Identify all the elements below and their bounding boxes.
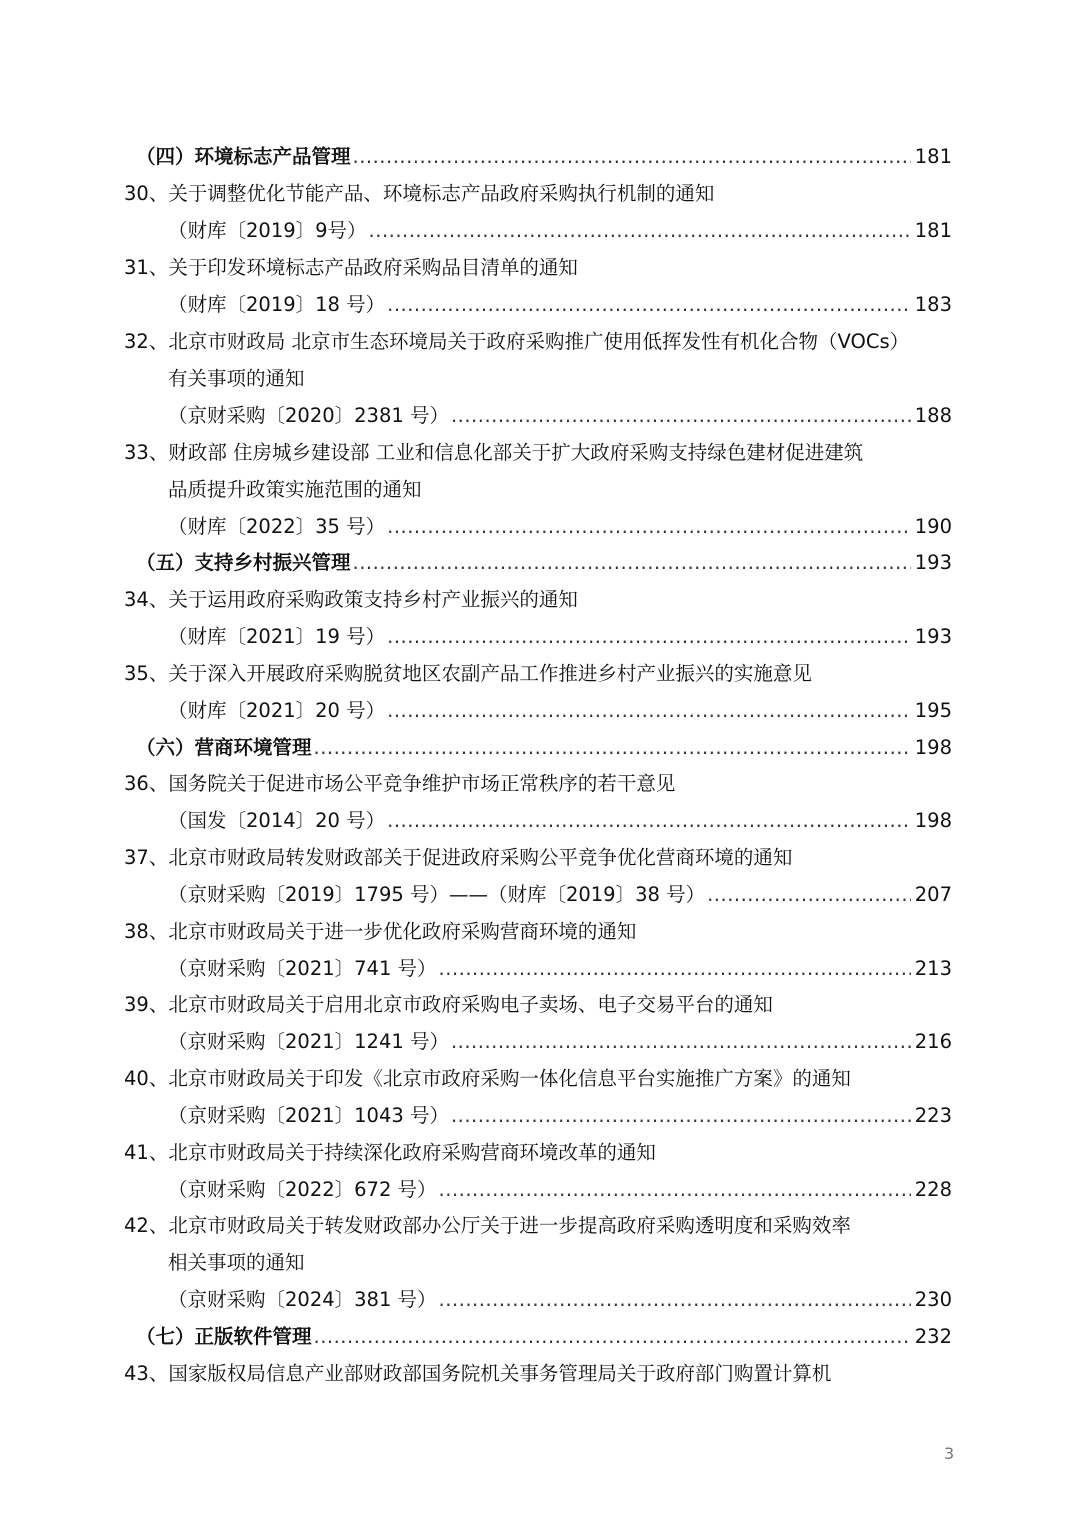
- toc-item-42-title-cont[interactable]: [168, 1248, 952, 1278]
- toc-item-title: 38、北京市财政局关于进一步优化政府采购营商环境的通知: [124, 920, 637, 943]
- toc-section-title: （五）支持乡村振兴管理: [136, 551, 351, 574]
- toc-doc-number: （财库〔2022〕35 号）: [168, 515, 386, 538]
- toc-item-title: 42、北京市财政局关于转发财政部办公厅关于进一步提高政府采购透明度和采购效率: [124, 1214, 851, 1237]
- toc-item-33-title-cont[interactable]: [168, 475, 952, 505]
- dot-leader: [387, 512, 911, 542]
- toc-item-35-title[interactable]: [124, 659, 952, 689]
- toc-page-number: 190: [914, 515, 952, 538]
- toc-item-34-doc[interactable]: [168, 622, 952, 652]
- toc-page-number: 213: [914, 957, 952, 980]
- toc-section-5[interactable]: [136, 548, 952, 578]
- toc-doc-number: （京财采购〔2019〕1795 号）——（财库〔2019〕38 号）: [168, 883, 706, 906]
- toc-item-title: 36、国务院关于促进市场公平竞争维护市场正常秩序的若干意见: [124, 772, 676, 795]
- toc-item-title-continued: 有关事项的通知: [168, 367, 305, 390]
- toc-item-41-doc[interactable]: [168, 1175, 952, 1205]
- toc-doc-number: （国发〔2014〕20 号）: [168, 809, 386, 832]
- toc-section-4[interactable]: [136, 142, 952, 172]
- toc-page-number: 195: [914, 699, 952, 722]
- toc-page-number: 223: [914, 1104, 952, 1127]
- dot-leader: [387, 696, 911, 726]
- toc-doc-number: （京财采购〔2021〕741 号）: [168, 957, 437, 980]
- dot-leader: [439, 1175, 911, 1205]
- toc-item-32-title[interactable]: [124, 327, 952, 357]
- toc-doc-number: （财库〔2019〕9号）: [168, 219, 367, 242]
- toc-doc-number: （京财采购〔2021〕1043 号）: [168, 1104, 449, 1127]
- toc-section-title: （四）环境标志产品管理: [136, 145, 351, 168]
- toc-item-31-doc[interactable]: [168, 290, 952, 320]
- toc-item-34-title[interactable]: [124, 585, 952, 615]
- toc-item-31-title[interactable]: [124, 253, 952, 283]
- toc-page-number: 228: [914, 1178, 952, 1201]
- toc-item-40-title[interactable]: [124, 1064, 952, 1094]
- toc-item-30-title[interactable]: [124, 179, 952, 209]
- toc-item-title: 41、北京市财政局关于持续深化政府采购营商环境改革的通知: [124, 1141, 656, 1164]
- page-number: 3: [944, 1444, 955, 1463]
- toc-item-title: 39、北京市财政局关于启用北京市政府采购电子卖场、电子交易平台的通知: [124, 993, 773, 1016]
- toc-page-number: 181: [914, 145, 952, 168]
- toc-page-number: 232: [914, 1325, 952, 1348]
- toc-item-38-title[interactable]: [124, 917, 952, 947]
- toc-item-42-doc[interactable]: [168, 1285, 952, 1315]
- dot-leader: [369, 216, 911, 246]
- toc-item-42-title[interactable]: [124, 1211, 952, 1241]
- toc-page-number: 198: [914, 809, 952, 832]
- toc-item-32-title-cont[interactable]: [168, 364, 952, 394]
- toc-item-title: 30、关于调整优化节能产品、环境标志产品政府采购执行机制的通知: [124, 182, 715, 205]
- dot-leader: [451, 401, 911, 431]
- toc-doc-number: （财库〔2019〕18 号）: [168, 293, 386, 316]
- toc-page-number: 188: [914, 404, 952, 427]
- toc-doc-number: （财库〔2021〕19 号）: [168, 625, 386, 648]
- toc-page-number: 193: [914, 625, 952, 648]
- toc-page-number: 193: [914, 551, 952, 574]
- toc-section-title: （七）正版软件管理: [136, 1325, 312, 1348]
- toc-item-32-doc[interactable]: [168, 401, 952, 431]
- toc-item-title: 43、国家版权局信息产业部财政部国务院机关事务管理局关于政府部门购置计算机: [124, 1362, 832, 1385]
- toc-item-title: 35、关于深入开展政府采购脱贫地区农副产品工作推进乡村产业振兴的实施意见: [124, 662, 812, 685]
- toc-item-title: 37、北京市财政局转发财政部关于促进政府采购公平竞争优化营商环境的通知: [124, 846, 793, 869]
- toc-item-title: 32、北京市财政局 北京市生态环境局关于政府采购推广使用低挥发性有机化合物（VOCs）: [124, 330, 910, 353]
- dot-leader: [353, 548, 911, 578]
- toc-item-39-doc[interactable]: [168, 1027, 952, 1057]
- toc-doc-number: （财库〔2021〕20 号）: [168, 699, 386, 722]
- toc-section-title: （六）营商环境管理: [136, 736, 312, 759]
- toc-page-number: 198: [914, 736, 952, 759]
- dot-leader: [439, 1285, 911, 1315]
- dot-leader: [387, 622, 911, 652]
- dot-leader: [314, 733, 911, 763]
- dot-leader: [439, 954, 911, 984]
- dot-leader: [451, 1101, 911, 1131]
- toc-page-number: 216: [914, 1030, 952, 1053]
- toc-page-number: 207: [914, 883, 952, 906]
- dot-leader: [314, 1322, 911, 1352]
- toc-item-36-doc[interactable]: [168, 806, 952, 836]
- toc-item-title: 31、关于印发环境标志产品政府采购品目清单的通知: [124, 256, 578, 279]
- toc-doc-number: （京财采购〔2021〕1241 号）: [168, 1030, 449, 1053]
- toc-item-38-doc[interactable]: [168, 954, 952, 984]
- toc-page-number: 181: [914, 219, 952, 242]
- dot-leader: [707, 880, 911, 910]
- toc-item-39-title[interactable]: [124, 990, 952, 1020]
- toc-item-40-doc[interactable]: [168, 1101, 952, 1131]
- toc-item-title-continued: 相关事项的通知: [168, 1251, 305, 1274]
- toc-item-title-continued: 品质提升政策实施范围的通知: [168, 478, 422, 501]
- toc-item-title: 40、北京市财政局关于印发《北京市政府采购一体化信息平台实施推广方案》的通知: [124, 1067, 851, 1090]
- toc-item-title: 34、关于运用政府采购政策支持乡村产业振兴的通知: [124, 588, 578, 611]
- toc-item-30-doc[interactable]: [168, 216, 952, 246]
- toc-item-33-doc[interactable]: [168, 512, 952, 542]
- dot-leader: [353, 142, 911, 172]
- toc-section-7[interactable]: [136, 1322, 952, 1352]
- toc-item-36-title[interactable]: [124, 769, 952, 799]
- toc-item-35-doc[interactable]: [168, 696, 952, 726]
- dot-leader: [451, 1027, 911, 1057]
- toc-item-41-title[interactable]: [124, 1138, 952, 1168]
- toc-doc-number: （京财采购〔2024〕381 号）: [168, 1288, 437, 1311]
- dot-leader: [387, 806, 911, 836]
- toc-item-43-title[interactable]: [124, 1359, 952, 1389]
- toc-section-6[interactable]: [136, 733, 952, 763]
- toc-doc-number: （京财采购〔2020〕2381 号）: [168, 404, 449, 427]
- dot-leader: [387, 290, 911, 320]
- toc-item-33-title[interactable]: [124, 438, 952, 468]
- toc-page-number: 230: [914, 1288, 952, 1311]
- toc-item-37-title[interactable]: [124, 843, 952, 873]
- toc-doc-number: （京财采购〔2022〕672 号）: [168, 1178, 437, 1201]
- toc-item-title: 33、财政部 住房城乡建设部 工业和信息化部关于扩大政府采购支持绿色建材促进建筑: [124, 441, 864, 464]
- toc-page-number: 183: [914, 293, 952, 316]
- toc-item-37-doc[interactable]: [168, 880, 952, 910]
